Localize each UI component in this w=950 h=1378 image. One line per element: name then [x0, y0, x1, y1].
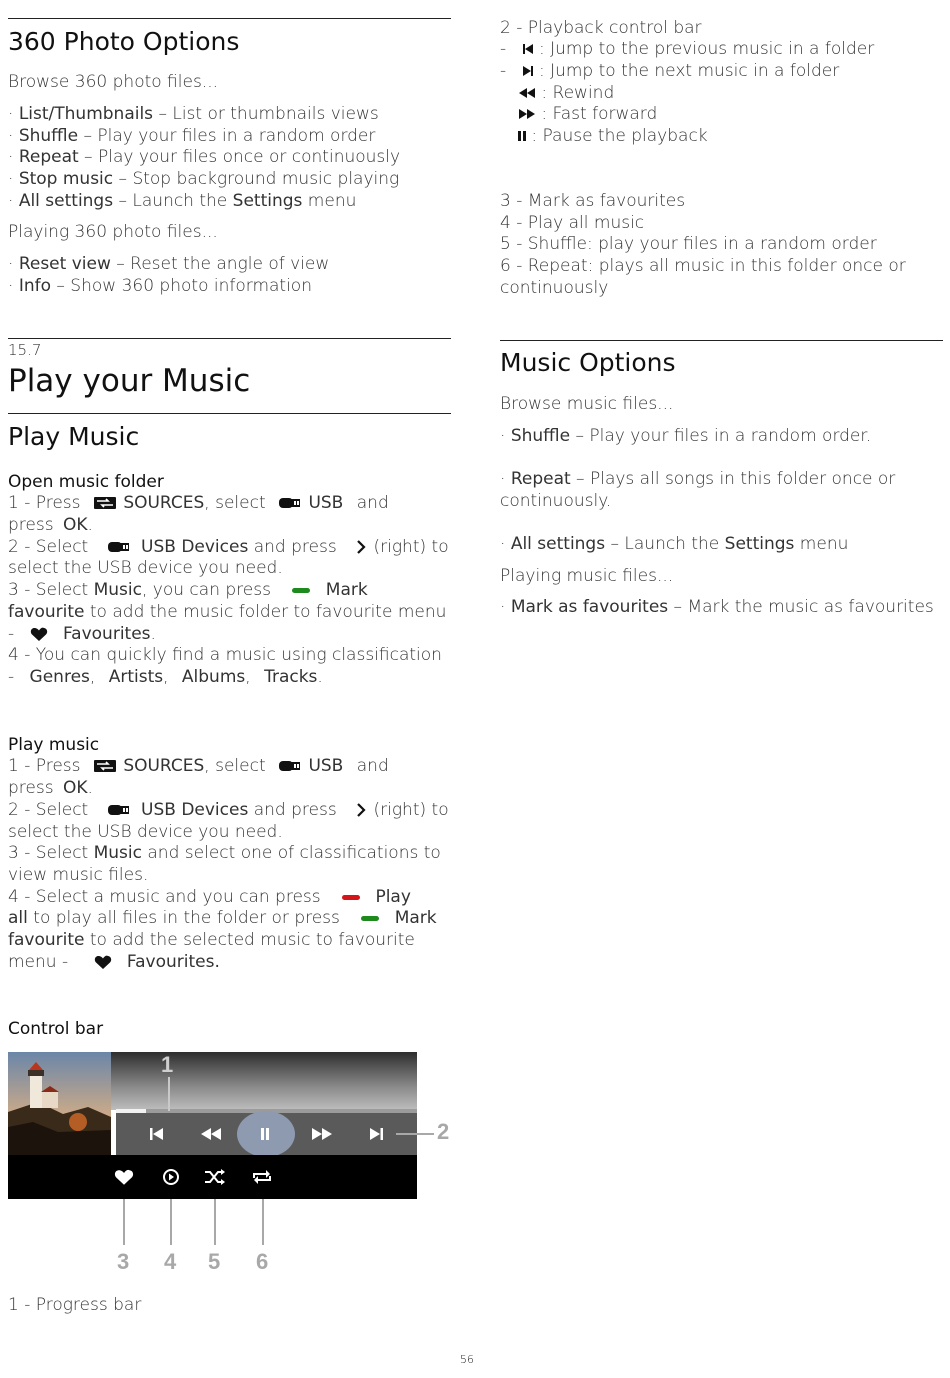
green-key-icon [292, 588, 310, 593]
list-item: · Shuffle – Play your files in a random order [8, 126, 376, 146]
playback-item: : Fast forward [518, 104, 657, 126]
step-line: press OK. [8, 515, 93, 535]
photo360-browse-label: Browse 360 photo files... [8, 72, 219, 92]
next-track-icon [522, 66, 534, 76]
playback-item: - : Jump to the previous music in a folder [500, 39, 875, 59]
callout-line [214, 1199, 216, 1245]
list-item-continued: continuously. [500, 491, 612, 511]
step-line: 4 - You can quickly find a music using classification [8, 645, 442, 665]
photo360-title: 360 Photo Options [8, 27, 240, 56]
previous-track-icon [522, 44, 534, 54]
callout-line [168, 1077, 170, 1111]
chevron-right-icon [356, 540, 366, 554]
subsection-rule [8, 413, 451, 414]
callout-line [170, 1199, 172, 1245]
callout-number: 3 [117, 1249, 130, 1274]
pause-button[interactable] [237, 1111, 295, 1157]
callout-line [396, 1133, 434, 1135]
playback-item: : Rewind [518, 83, 614, 105]
callout-number: 4 [164, 1249, 177, 1274]
step-line: favourite to add the selected music to favourite [8, 930, 415, 950]
rewind-icon[interactable] [200, 1128, 222, 1140]
step-line: view music files. [8, 865, 149, 885]
options-bar [8, 1155, 417, 1199]
music-options-rule [500, 340, 943, 341]
page-number: 56 [460, 1353, 474, 1366]
step-line: 2 - Select USB Devices and press (right) to [8, 800, 449, 820]
step-line: select the USB device you need. [8, 822, 283, 842]
step-line: 4 - Select a music and you can press Play [8, 887, 411, 907]
step-line: - Genres, Artists, Albums, Tracks. [8, 667, 323, 687]
chevron-right-icon [356, 803, 366, 817]
legend-item: 6 - Repeat: plays all music in this folder once or [500, 256, 906, 276]
sources-icon [94, 497, 116, 509]
play-music-heading: Play music [8, 735, 100, 755]
heart-icon [30, 627, 48, 642]
list-item: · Repeat – Plays all songs in this folder once or [500, 469, 896, 489]
step-line: select the USB device you need. [8, 558, 283, 578]
list-item: · Reset view – Reset the angle of view [8, 254, 330, 274]
step-line: - Favourites. [8, 624, 156, 644]
fast-forward-icon[interactable] [311, 1128, 333, 1140]
music-browse-label: Browse music files... [500, 394, 674, 414]
step-line: 3 - Select Music and select one of classifications to [8, 843, 441, 863]
footnote-progress-bar: 1 - Progress bar [8, 1295, 142, 1315]
usb-icon [279, 760, 301, 772]
legend-item: 5 - Shuffle: play your files in a random order [500, 234, 877, 254]
green-key-icon [361, 916, 379, 921]
open-folder-heading: Open music folder [8, 472, 164, 492]
list-item: · List/Thumbnails – List or thumbnails views [8, 104, 379, 124]
fast-forward-icon [518, 109, 536, 119]
top-rule-left [8, 18, 451, 19]
playback-control-bar [116, 1113, 417, 1155]
previous-track-icon[interactable] [149, 1127, 165, 1141]
list-item: · Repeat – Play your files once or continuously [8, 147, 401, 167]
list-item: · Mark as favourites – Mark the music as favourites [500, 597, 934, 617]
step-line: 3 - Select Music, you can press Mark [8, 580, 368, 600]
callout-line [123, 1199, 125, 1245]
heart-icon[interactable] [114, 1169, 134, 1186]
legend-item: 3 - Mark as favourites [500, 191, 686, 211]
playback-item: : Pause the playback [518, 126, 708, 148]
list-item: · Info – Show 360 photo information [8, 276, 312, 296]
step-line: all to play all files in the folder or press Mark [8, 908, 437, 928]
control-bar-figure [8, 1052, 451, 1282]
repeat-icon[interactable] [251, 1168, 273, 1186]
usb-icon [108, 804, 130, 816]
callout-number: 1 [161, 1052, 174, 1077]
step-line: 1 - Press SOURCES, select USB and [8, 756, 389, 776]
sources-icon [94, 760, 116, 772]
playback-title: 2 - Playback control bar [500, 18, 702, 38]
music-options-title: Music Options [500, 348, 676, 377]
photo360-playing-label: Playing 360 photo files... [8, 222, 218, 242]
list-item: · All settings – Launch the Settings menu [8, 191, 357, 211]
section-title: Play your Music [8, 363, 251, 399]
step-line: press OK. [8, 778, 93, 798]
album-art-lighthouse [8, 1052, 111, 1155]
shuffle-icon[interactable] [204, 1169, 226, 1185]
step-line: 1 - Press SOURCES, select USB and [8, 493, 389, 513]
next-track-icon[interactable] [368, 1127, 384, 1141]
rewind-icon [518, 88, 536, 98]
control-bar-heading: Control bar [8, 1019, 104, 1039]
callout-number: 6 [256, 1249, 269, 1274]
section-number: 15.7 [8, 341, 42, 359]
play-all-icon[interactable] [162, 1168, 180, 1186]
playback-item: - : Jump to the next music in a folder [500, 61, 840, 81]
step-line: 2 - Select USB Devices and press (right) to [8, 537, 449, 557]
step-line: favourite to add the music folder to favourite menu [8, 602, 447, 622]
list-item: · Shuffle – Play your files in a random order. [500, 426, 872, 446]
pause-icon [518, 131, 526, 141]
heart-icon [94, 955, 112, 970]
pause-icon [260, 1128, 270, 1140]
progress-area [111, 1052, 417, 1110]
list-item: · All settings – Launch the Settings menu [500, 534, 849, 554]
play-music-title: Play Music [8, 422, 140, 451]
music-playing-label: Playing music files... [500, 566, 674, 586]
callout-number: 2 [437, 1119, 450, 1144]
usb-icon [279, 497, 301, 509]
list-item: · Stop music – Stop background music playing [8, 169, 400, 189]
usb-icon [108, 541, 130, 553]
callout-line [262, 1199, 264, 1245]
step-line: menu - Favourites. [8, 952, 220, 972]
legend-item: 4 - Play all music [500, 213, 645, 233]
legend-item: continuously [500, 278, 609, 298]
red-key-icon [342, 895, 360, 900]
callout-number: 5 [208, 1249, 221, 1274]
section-rule [8, 338, 451, 339]
